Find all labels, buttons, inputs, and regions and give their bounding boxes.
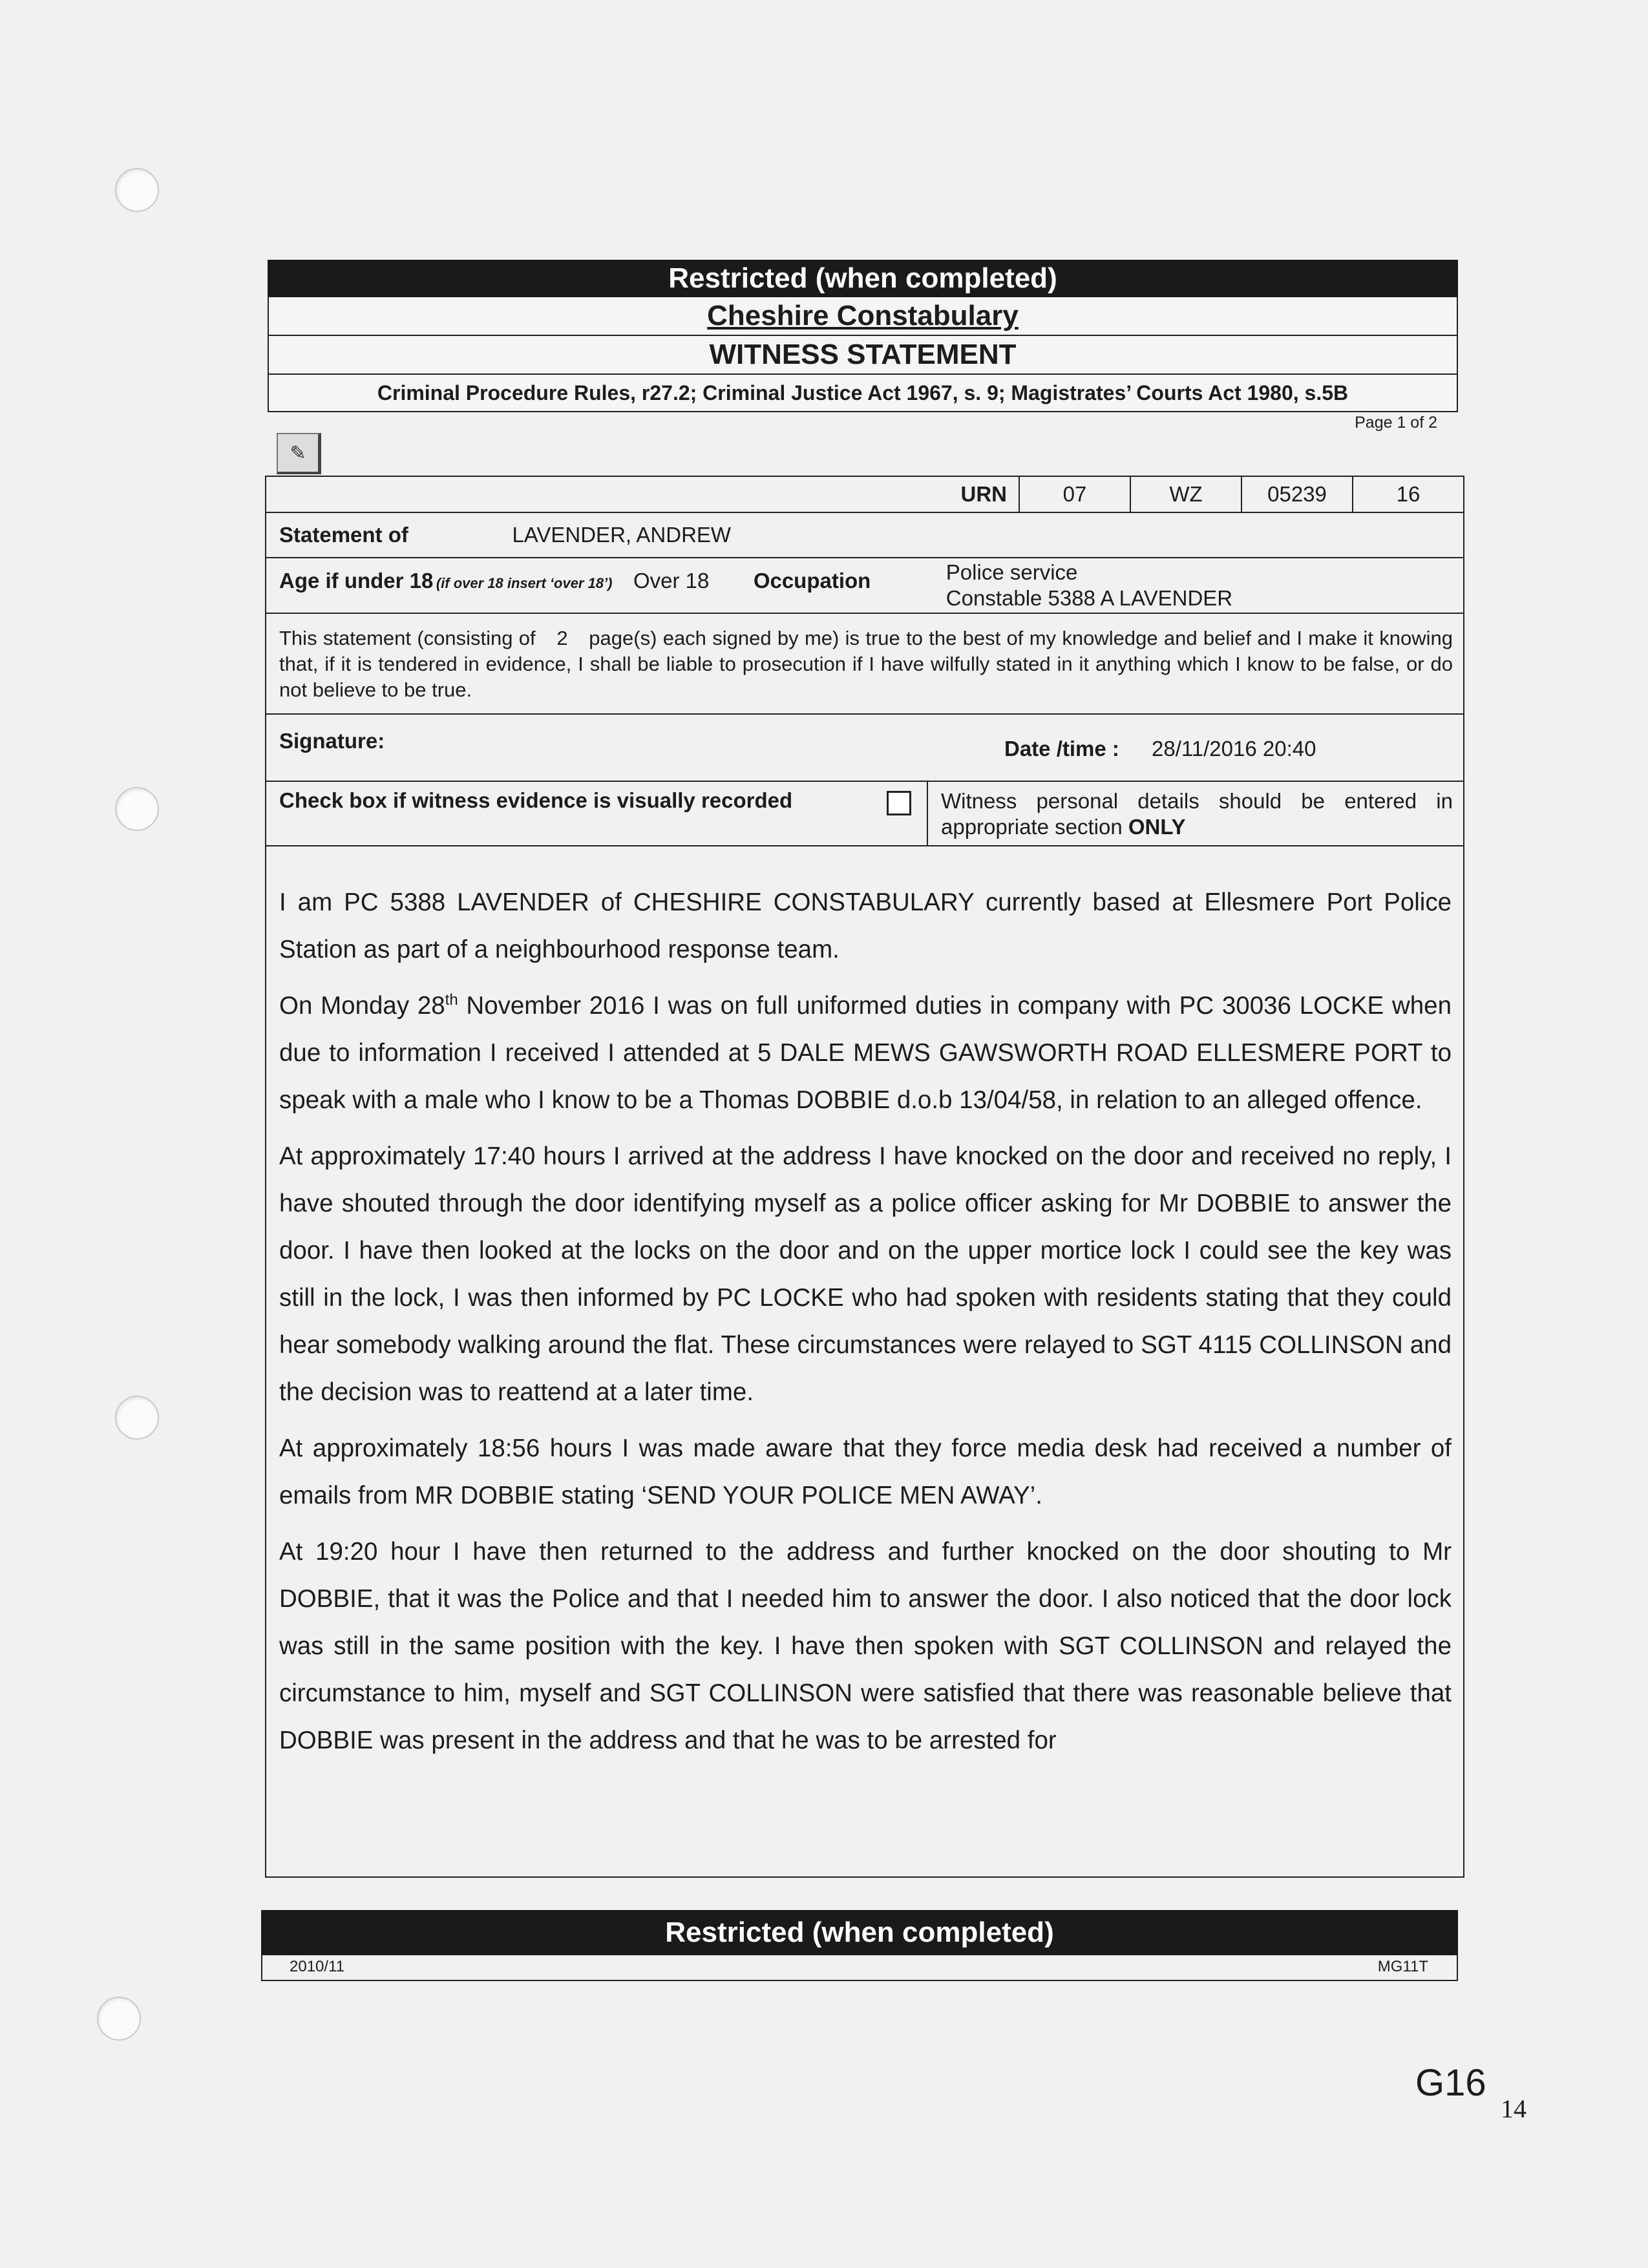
punch-hole [115, 168, 159, 212]
occupation-label: Occupation [753, 569, 871, 593]
statement-paragraph: At approximately 18:56 hours I was made aware that they force media desk had received a number of emails from MR DOBBIE stating ‘SEND YOUR POLICE MEN AWAY’. [279, 1434, 1452, 1509]
date-time-label: Date /time : [1004, 737, 1119, 761]
occupation-detail: Constable 5388 A LAVENDER [945, 586, 1233, 610]
urn-part: 07 [1062, 482, 1087, 506]
urn-part: WZ [1169, 482, 1203, 506]
signature-label: Signature: [279, 729, 385, 753]
edit-button[interactable] [277, 433, 321, 474]
restricted-banner-bottom: Restricted (when completed) [261, 1910, 1458, 1955]
statement-paragraph: On Monday 28th November 2016 I was on full uniformed duties in company with PC 30036 LOCKE when due to information I received I attended at 5 DALE MEWS GAWSWORTH ROAD ELLESMERE PORT to speak with a male who I know to be a Thomas DOBBIE d.o.b 13/04/58, in relation to an alleged offence. [279, 991, 1452, 1114]
form-code: MG11T [1377, 1958, 1428, 1975]
personal-details-note: Witness personal details should be entered in appropriate section ONLY [941, 789, 1453, 839]
age-label: Age if under 18 [279, 569, 434, 593]
form-title: WITNESS STATEMENT [268, 336, 1458, 375]
force-name: Cheshire Constabulary [268, 297, 1458, 336]
legislation-line: Criminal Procedure Rules, r27.2; Criminal Justice Act 1967, s. 9; Magistrates’ Courts Act 1980, s.5B [268, 375, 1458, 412]
statement-body [279, 879, 1452, 1764]
statement-paragraph: I am PC 5388 LAVENDER of CHESHIRE CONSTABULARY currently based at Ellesmere Port Police Station as part of a neighbourhood response team. [279, 888, 1452, 963]
page-number: Page 1 of 2 [1355, 414, 1437, 432]
visual-record-checkbox[interactable] [887, 791, 911, 815]
statement-paragraph: At approximately 17:40 hours I arrived at the address I have knocked on the door and received no reply, I have shouted through the door identifying myself as a police officer asking for Mr DOBBIE to answer the door. I have then looked at the locks on the door and on the upper mortice lock I could see the key was still in the lock, I was then informed by PC LOCKE who had spoken with residents stating that they could hear somebody walking around the flat. These circumstances were relayed to SGT 4115 COLLINSON and the decision was to reattend at a later time. [279, 1142, 1452, 1406]
page-tally: 14 [1501, 2094, 1527, 2123]
witness-name: LAVENDER, ANDREW [512, 523, 732, 547]
statement-details-table [265, 476, 1464, 1878]
urn-part: 16 [1396, 482, 1421, 506]
restricted-banner-top: Restricted (when completed) [268, 260, 1458, 297]
punch-hole [115, 787, 159, 831]
statement-of-label: Statement of [279, 523, 408, 547]
statement-paragraph: At 19:20 hour I have then returned to the address and further knocked on the door shouting to Mr DOBBIE, that it was the Police and that I needed him to answer the door. I also noticed that the door lock was still in the same position with the key. I have then spoken with SGT COLLINSON and relayed the circumstance to him, myself and SGT COLLINSON were satisfied that there was reasonable believe that DOBBIE was present in the address and that he was to be arrested for [279, 1538, 1452, 1754]
footer-row [261, 1955, 1458, 1981]
urn-part: 05239 [1267, 482, 1327, 506]
declaration-text: This statement (consisting of 2 page(s) each signed by me) is true to the best of my knowledge and belief and I make it knowing that, if it is tendered in evidence, I shall be liable to prosecution if I have wilfully stated in it anything which I know to be false, or do not believe to be true. [266, 613, 1464, 714]
visual-record-label: Check box if witness evidence is visually recorded [279, 788, 793, 812]
punch-hole [97, 1997, 141, 2041]
age-hint: (if over 18 insert ‘over 18’) [436, 575, 613, 592]
punch-hole [115, 1396, 159, 1440]
occupation-value: Police service [945, 560, 1078, 584]
date-time-value: 28/11/2016 20:40 [1152, 737, 1316, 761]
age-value: Over 18 [633, 569, 710, 593]
urn-label: URN [960, 482, 1007, 506]
form-version: 2010/11 [290, 1958, 344, 1975]
pencil-icon: ✎ [290, 442, 306, 464]
exhibit-reference: G16 [1415, 2062, 1486, 2104]
